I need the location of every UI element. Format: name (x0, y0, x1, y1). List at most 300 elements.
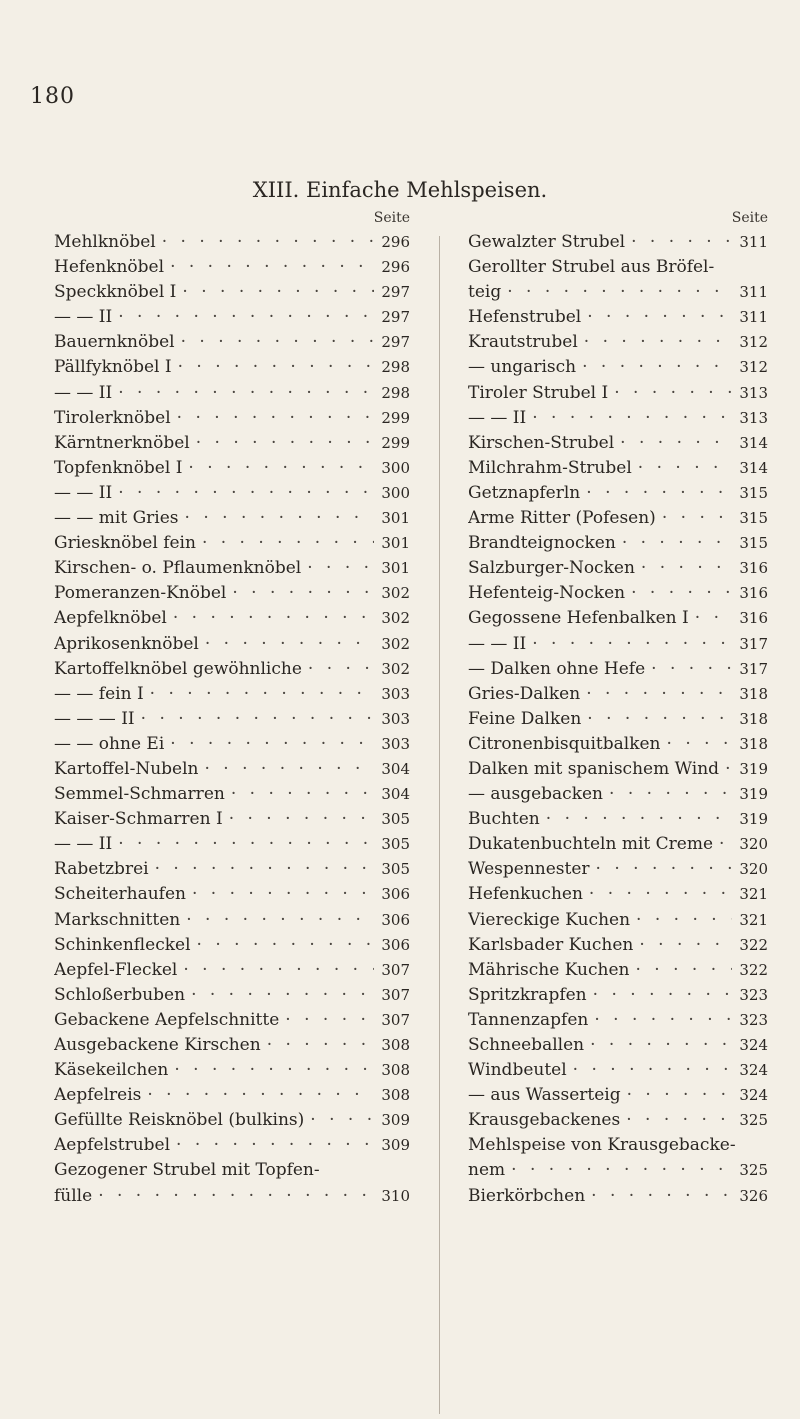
entry-title: Aepfelknöbel (54, 608, 167, 629)
entry-page-number: 321 (739, 885, 768, 904)
dot-leader (141, 707, 374, 732)
toc-entry (54, 255, 410, 280)
entry-page-number: 298 (381, 383, 410, 402)
entry-page-number: 323 (739, 1010, 768, 1029)
entry-page-number: 305 (381, 860, 410, 879)
entry-title: Schneeballen (468, 1035, 585, 1055)
toc-entry (468, 857, 768, 882)
dot-leader (582, 355, 732, 380)
dot-leader (155, 857, 374, 882)
toc-entry (468, 983, 768, 1008)
entry-page-number: 299 (381, 408, 410, 427)
toc-entry (54, 1008, 410, 1033)
section-title: Einfache Mehlspeisen. (306, 178, 548, 202)
dot-leader (98, 1184, 374, 1209)
entry-title: Hefenknöbel (54, 257, 165, 278)
toc-entry (468, 406, 768, 431)
dot-leader (229, 807, 374, 832)
toc-entry (468, 280, 768, 305)
entry-title: Kirschen- o. Pflaumenknöbel (54, 558, 302, 579)
dot-leader (118, 832, 374, 857)
toc-entry (468, 431, 768, 456)
right-entry-list (468, 230, 768, 1209)
left-column (54, 206, 410, 1209)
entry-title: Krausgebackenes (468, 1110, 621, 1131)
dot-leader (596, 857, 732, 882)
entry-title: Dukatenbuchteln mit Creme (468, 834, 714, 855)
toc-entry (468, 531, 768, 556)
entry-title: Gries-Dalken (468, 683, 581, 704)
dot-leader (609, 782, 732, 807)
section-heading (0, 178, 800, 202)
entry-title: Krautstrubel (468, 332, 578, 353)
entry-page-number: 299 (381, 433, 410, 452)
entry-title: Hefenkuchen (468, 884, 583, 905)
entry-page-number: 315 (739, 483, 768, 502)
entry-page-number: 316 (739, 609, 768, 628)
entry-page-number: 306 (381, 935, 410, 954)
entry-title: Gezogener Strubel mit Topfen- (54, 1160, 320, 1181)
entry-title: Wespennester (468, 859, 590, 880)
entry-page-number: 306 (381, 910, 410, 929)
dot-leader (118, 305, 374, 330)
entry-page-number: 324 (739, 1086, 768, 1105)
entry-page-number: 311 (739, 283, 768, 302)
toc-entry (468, 481, 768, 506)
entry-title: Mährische Kuchen (468, 959, 630, 980)
entry-page-number: 313 (739, 383, 768, 402)
entry-title: Arme Ritter (Pofesen) (468, 508, 656, 529)
entry-page-number: 302 (381, 659, 410, 678)
dot-leader (191, 983, 374, 1008)
dot-leader (507, 280, 732, 305)
entry-title: Kirschen-Strubel (468, 432, 615, 453)
entry-page-number: 300 (381, 458, 410, 477)
toc-entry (468, 782, 768, 807)
toc-entry (54, 782, 410, 807)
dot-leader (594, 1008, 732, 1033)
entry-page-number: 311 (739, 233, 768, 251)
column-divider (439, 236, 440, 1414)
entry-title: Markschnitten (54, 909, 181, 930)
entry-title: Kaiser-Schmarren I (54, 809, 223, 830)
toc-entry (468, 255, 768, 280)
toc-entry (468, 1008, 768, 1033)
toc-entry (468, 732, 768, 757)
toc-entry (468, 1108, 768, 1133)
toc-entry (54, 431, 410, 456)
toc-entry (54, 481, 410, 506)
entry-page-number: 300 (381, 483, 410, 502)
entry-page-number: 324 (739, 1036, 768, 1054)
entry-title: — — fein I (54, 683, 144, 704)
toc-entry (468, 882, 768, 907)
entry-page-number: 298 (381, 358, 410, 377)
entry-title: — aus Wasserteig (468, 1085, 621, 1106)
toc-entry (54, 1158, 410, 1183)
toc-entry (468, 807, 768, 832)
entry-title: — — II (54, 834, 113, 855)
toc-entry (468, 1158, 768, 1183)
entry-title: Bierkörbchen (468, 1185, 586, 1206)
entry-title: Schloßerbuben (54, 984, 186, 1005)
toc-entry (54, 581, 410, 606)
dot-leader (631, 230, 732, 255)
dot-leader (182, 280, 374, 305)
entry-title: Aepfel-Fleckel (54, 959, 178, 980)
dot-leader (639, 933, 732, 958)
entry-title: Schinkenfleckel (54, 934, 191, 955)
entry-title: teig (468, 282, 502, 303)
dot-leader (231, 782, 374, 807)
dot-leader (147, 1083, 374, 1108)
toc-entry (54, 933, 410, 958)
entry-title: Spritzkrapfen (468, 984, 587, 1005)
entry-page-number: 320 (739, 835, 768, 854)
entry-page-number: 325 (739, 1111, 768, 1130)
dot-leader (197, 933, 374, 958)
entry-page-number: 318 (739, 684, 768, 703)
entry-title: Kartoffelknöbel gewöhnliche (54, 658, 302, 679)
entry-title: Pällfyknöbel I (54, 357, 172, 378)
dot-leader (620, 431, 732, 456)
entry-title: Speckknöbel I (54, 282, 177, 303)
entry-title: Kärntnerknöbel (54, 432, 190, 453)
dot-leader (267, 1033, 374, 1058)
entry-title: nem (468, 1160, 506, 1181)
entry-title: — — II (54, 482, 113, 503)
toc-entry (54, 305, 410, 330)
toc-entry (468, 330, 768, 355)
dot-leader (307, 556, 374, 581)
toc-entry (54, 832, 410, 857)
toc-entry (468, 606, 768, 631)
entry-title: Scheiterhaufen (54, 884, 186, 905)
entry-page-number: 314 (739, 433, 768, 452)
entry-page-number: 312 (739, 333, 768, 352)
entry-page-number: 303 (381, 734, 410, 753)
toc-entry (54, 657, 410, 682)
toc-entry (54, 1108, 410, 1133)
left-entry-list (54, 230, 410, 1209)
dot-leader (593, 983, 732, 1008)
entry-title: Aepfelreis (54, 1085, 142, 1106)
dot-leader (546, 807, 732, 832)
dot-leader (205, 632, 374, 657)
entry-page-number: 323 (739, 985, 768, 1004)
entry-title: — — mit Gries (54, 508, 179, 529)
toc-entry (468, 933, 768, 958)
toc-entry (468, 958, 768, 983)
entry-title: Dalken mit spanischem Wind (468, 758, 720, 779)
entry-page-number: 315 (739, 509, 768, 528)
dot-leader (614, 381, 732, 406)
section-number: XIII. (252, 178, 300, 202)
entry-page-number: 318 (739, 734, 768, 753)
dot-leader (174, 1058, 374, 1083)
entry-page-number: 313 (739, 408, 768, 427)
entry-title: — ungarisch (468, 357, 577, 378)
left-column-header: Seite (373, 210, 410, 226)
toc-entry (468, 632, 768, 657)
entry-page-number: 316 (739, 584, 768, 603)
entry-title: — — II (468, 633, 527, 654)
toc-entry (468, 305, 768, 330)
entry-page-number: 318 (739, 709, 768, 728)
entry-page-number: 309 (381, 1111, 410, 1130)
entry-page-number: 297 (381, 283, 410, 302)
toc-entry (468, 230, 768, 255)
entry-title: — — II (54, 382, 113, 403)
dot-leader (589, 882, 732, 907)
toc-entry (54, 456, 410, 481)
dot-leader (591, 1184, 732, 1209)
toc-entry (54, 682, 410, 707)
toc-entry (54, 355, 410, 380)
entry-title: Semmel-Schmarren (54, 784, 225, 805)
entry-title: Kartoffel-Nubeln (54, 758, 199, 779)
toc-entry (468, 832, 768, 857)
entry-title: Milchrahm-Strubel (468, 457, 632, 478)
dot-leader (118, 381, 374, 406)
right-column-header: Seite (731, 210, 768, 226)
dot-leader (532, 632, 732, 657)
entry-page-number: 320 (739, 860, 768, 879)
toc-entry (54, 632, 410, 657)
toc-entry (54, 1058, 410, 1083)
dot-leader (162, 230, 374, 255)
toc-entry (54, 531, 410, 556)
entry-title: Bauernknöbel (54, 332, 175, 353)
entry-page-number: 303 (381, 684, 410, 703)
entry-title: Getznapferln (468, 482, 581, 503)
dot-leader (177, 406, 374, 431)
dot-leader (622, 531, 732, 556)
entry-title: Gewalzter Strubel (468, 232, 626, 252)
dot-leader (635, 958, 732, 983)
entry-title: — — ohne Ei (54, 733, 165, 754)
toc-entry (54, 1083, 410, 1108)
entry-title: Aepfelstrubel (54, 1135, 171, 1156)
dot-leader (719, 832, 732, 857)
dot-leader (573, 1058, 732, 1083)
entry-title: Topfenknöbel I (54, 457, 183, 478)
entry-title: Mehlspeise von Krausgebacke- (468, 1135, 736, 1156)
entry-page-number: 301 (381, 559, 410, 578)
entry-page-number: 305 (381, 810, 410, 829)
entry-title: Pomeranzen-Knöbel (54, 583, 227, 604)
entry-page-number: 304 (381, 785, 410, 804)
dot-leader (170, 732, 374, 757)
dot-leader (626, 1108, 732, 1133)
dot-leader (150, 682, 374, 707)
entry-page-number: 308 (381, 1036, 410, 1054)
toc-entry (54, 757, 410, 782)
toc-entry (54, 280, 410, 305)
dot-leader (118, 481, 374, 506)
toc-entry (54, 406, 410, 431)
entry-title: — ausgebacken (468, 784, 604, 805)
dot-leader (584, 330, 732, 355)
entry-page-number: 324 (739, 1061, 768, 1080)
entry-title: — — II (54, 307, 113, 328)
entry-title: Salzburger-Nocken (468, 558, 635, 579)
dot-leader (176, 1133, 374, 1158)
toc-entry (468, 581, 768, 606)
entry-page-number: 322 (739, 935, 768, 954)
page-number: 180 (30, 84, 75, 109)
dot-leader (202, 531, 374, 556)
dot-leader (587, 707, 732, 732)
dot-leader (232, 581, 374, 606)
entry-title: Viereckige Kuchen (468, 909, 631, 930)
toc-entry (468, 1033, 768, 1058)
entry-title: fülle (54, 1185, 93, 1206)
entry-title: — — — II (54, 708, 135, 729)
toc-entry (468, 657, 768, 682)
dot-leader (590, 1033, 732, 1058)
entry-page-number: 305 (381, 835, 410, 854)
dot-leader (173, 606, 374, 631)
dot-leader (636, 908, 732, 933)
dot-leader (183, 958, 374, 983)
dot-leader (185, 506, 374, 531)
entry-page-number: 302 (381, 584, 410, 603)
entry-page-number: 297 (381, 333, 410, 352)
toc-entry (54, 606, 410, 631)
entry-title: Feine Dalken (468, 708, 582, 729)
dot-leader (511, 1158, 732, 1183)
toc-entry (468, 1083, 768, 1108)
toc-entry (468, 506, 768, 531)
toc-entry (54, 1033, 410, 1058)
entry-page-number: 306 (381, 885, 410, 904)
toc-entry (54, 857, 410, 882)
entry-page-number: 321 (739, 910, 768, 929)
entry-page-number: 317 (739, 659, 768, 678)
entry-page-number: 296 (381, 233, 410, 251)
dot-leader (586, 481, 732, 506)
entry-page-number: 312 (739, 358, 768, 377)
dot-leader (188, 456, 374, 481)
entry-title: Tiroler Strubel I (468, 382, 609, 403)
entry-title: — Dalken ohne Hefe (468, 658, 646, 679)
entry-title: Mehlknöbel (54, 232, 156, 252)
toc-entry (54, 230, 410, 255)
entry-title: Aprikosenknöbel (54, 633, 199, 654)
toc-entry (54, 1184, 410, 1209)
entry-title: Ausgebackene Kirschen (54, 1035, 261, 1055)
dot-leader (586, 682, 732, 707)
entry-page-number: 308 (381, 1061, 410, 1080)
toc-entry (54, 908, 410, 933)
toc-entry (54, 732, 410, 757)
toc-entry (54, 1133, 410, 1158)
toc-entry (468, 908, 768, 933)
toc-entry (468, 381, 768, 406)
entry-title: Brandteignocken (468, 533, 616, 554)
dot-leader (638, 456, 732, 481)
toc-entry (54, 983, 410, 1008)
entry-page-number: 296 (381, 258, 410, 277)
entry-page-number: 314 (739, 458, 768, 477)
entry-page-number: 319 (739, 810, 768, 829)
dot-leader (205, 757, 375, 782)
entry-page-number: 310 (381, 1186, 410, 1205)
entry-page-number: 307 (381, 1010, 410, 1029)
entry-page-number: 316 (739, 559, 768, 578)
entry-title: Citronenbisquitbalken (468, 733, 661, 754)
toc-entry (468, 556, 768, 581)
entry-title: Gebackene Aepfelschnitte (54, 1009, 280, 1030)
entry-page-number: 307 (381, 985, 410, 1004)
entry-page-number: 308 (381, 1086, 410, 1105)
entry-title: Griesknöbel fein (54, 533, 196, 554)
entry-title: Hefenstrubel (468, 307, 582, 328)
toc-entry (468, 456, 768, 481)
dot-leader (308, 657, 374, 682)
toc-entry (54, 506, 410, 531)
toc-entry (468, 1133, 768, 1158)
entry-page-number: 325 (739, 1161, 768, 1180)
toc-entry (468, 757, 768, 782)
toc-entry (54, 707, 410, 732)
dot-leader (725, 757, 732, 782)
toc-entry (468, 707, 768, 732)
toc-entry (54, 330, 410, 355)
entry-page-number: 302 (381, 634, 410, 653)
dot-leader (667, 732, 732, 757)
dot-leader (631, 581, 732, 606)
entry-title: Gefüllte Reisknöbel (bulkins) (54, 1110, 305, 1131)
entry-page-number: 311 (739, 308, 768, 327)
dot-leader (662, 506, 732, 531)
right-column (468, 206, 768, 1209)
entry-title: Tirolerknöbel (54, 407, 171, 428)
entry-page-number: 301 (381, 534, 410, 553)
toc-entry (54, 381, 410, 406)
entry-page-number: 301 (381, 509, 410, 528)
dot-leader (196, 431, 374, 456)
toc-entry (468, 355, 768, 380)
entry-page-number: 315 (739, 534, 768, 553)
dot-leader (587, 305, 732, 330)
entry-title: Gegossene Hefenbalken I (468, 608, 689, 629)
toc-entry (54, 807, 410, 832)
entry-title: — — II (468, 407, 527, 428)
entry-title: Windbeutel (468, 1060, 567, 1081)
dot-leader (627, 1083, 732, 1108)
entry-title: Buchten (468, 809, 540, 830)
dot-leader (310, 1108, 374, 1133)
dot-leader (178, 355, 374, 380)
entry-page-number: 307 (381, 960, 410, 979)
dot-leader (170, 255, 374, 280)
dot-leader (186, 908, 374, 933)
entry-page-number: 322 (739, 960, 768, 979)
entry-title: Rabetzbrei (54, 859, 149, 880)
dot-leader (285, 1008, 374, 1033)
entry-title: Gerollter Strubel aus Bröfel- (468, 257, 715, 278)
toc-entry (468, 1058, 768, 1083)
entry-page-number: 319 (739, 785, 768, 804)
dot-leader (192, 882, 374, 907)
dot-leader (641, 556, 732, 581)
entry-page-number: 304 (381, 759, 410, 778)
toc-entry (54, 882, 410, 907)
entry-page-number: 302 (381, 609, 410, 628)
dot-leader (181, 330, 374, 355)
